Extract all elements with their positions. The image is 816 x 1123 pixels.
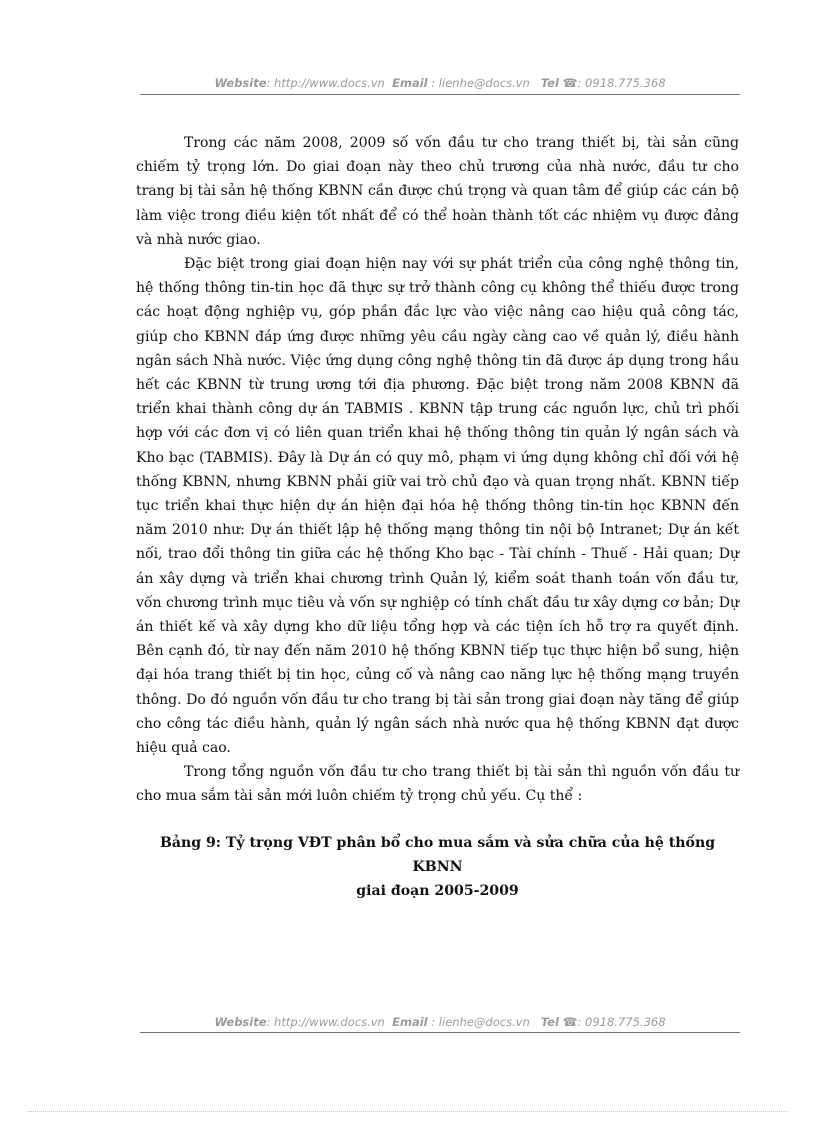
header-website-label: Website (214, 76, 267, 90)
page-bottom-edge (28, 1111, 788, 1112)
footer-website-label: Website (214, 1015, 267, 1029)
page-footer (140, 1015, 740, 1029)
header-email-link[interactable]: : lienhe@docs.vn (431, 76, 530, 90)
footer-rule (140, 1032, 740, 1033)
header-rule (140, 94, 740, 95)
document-body (136, 131, 739, 903)
footer-email-label: Email (392, 1015, 428, 1029)
paragraph-3: Trong tổng nguồn vốn đầu tư cho trang thiết bị tài sản thì nguồn vốn đầu tư cho mua sắm tài sản mới luôn chiếm tỷ trọng chủ yếu. Cụ thể : (136, 764, 739, 805)
table-caption (136, 831, 739, 904)
footer-email-link[interactable]: : lienhe@docs.vn (431, 1015, 530, 1029)
page-header (140, 76, 740, 90)
phone-icon: ☎ (562, 1015, 578, 1029)
header-tel-label: Tel (540, 76, 559, 90)
header-website-link[interactable]: : http://www.docs.vn (266, 76, 385, 90)
footer-website-link[interactable]: : http://www.docs.vn (266, 1015, 385, 1029)
phone-icon: ☎ (562, 76, 578, 90)
paragraph-2: Đặc biệt trong giai đoạn hiện nay với sự phát triển của công nghệ thông tin, hệ thống thông tin-tin học đã thực sự trở thành công cụ không thể thiếu được trong các hoạt động nghiệp vụ, góp phần đắc lực vào việc nâng cao hiệu quả công tác, giúp cho KBNN đáp ứng được những yêu cầu ngày càng cao về quản lý, điều hành ngân sách Nhà nước. Việc ứng dụng công nghệ thông tin đã được áp dụng trong hầu hết các KBNN từ trung ương tới địa phương. Đặc biệt trong năm 2008 KBNN đã triển khai thành công dự án TABMIS . KBNN tập trung các nguồn lực, chủ trì phối hợp với các đơn vị có liên quan triển khai hệ thống thông tin quản lý ngân sách và Kho bạc (TABMIS). Đây là Dự án có quy mô, phạm vi ứng dụng không chỉ đối với hệ thống KBNN, nhưng KBNN phải giữ vai trò chủ đạo và quan trọng nhất. KBNN tiếp tục triển khai thực hiện dự án hiện đại hóa hệ thống thông tin-tin học KBNN đến năm 2010 như: Dự án thiết lập hệ thống mạng thông tin nội bộ Intranet; Dự án kết nối, trao đổi thông tin giữa các hệ thống Kho bạc - Tài chính - Thuế - Hải quan; Dự án xây dựng và triển khai chương trình Quản lý, kiểm soát thanh toán vốn đầu tư, vốn chương trình mục tiêu và vốn sự nghiệp có tính chất đầu tư xây dựng cơ bản; Dự án thiết kế và xây dựng kho dữ liệu tổng hợp và các tiện ích hỗ trợ ra quyết định. Bên cạnh đó, từ nay đến năm 2010 hệ thống KBNN tiếp tục thực hiện bổ sung, hiện đại hóa trang thiết bị tin học, củng cố và nâng cao năng lực hệ thống mạng truyền thông. Do đó nguồn vốn đầu tư cho trang bị tài sản trong giai đoạn này tăng để giúp cho công tác điều hành, quản lý ngân sách nhà nước qua hệ thống KBNN đạt được hiệu quả cao. (136, 256, 739, 757)
footer-tel-value: : 0918.775.368 (577, 1015, 666, 1029)
table-caption-line-2: giai đoạn 2005-2009 (356, 883, 519, 900)
footer-tel-label: Tel (540, 1015, 559, 1029)
table-caption-line-1: Bảng 9: Tỷ trọng VĐT phân bổ cho mua sắm và sửa chữa của hệ thống KBNN (159, 834, 716, 875)
header-email-label: Email (392, 76, 428, 90)
paragraph-1: Trong các năm 2008, 2009 số vốn đầu tư cho trang thiết bị, tài sản cũng chiếm tỷ trọng lớn. Do giai đoạn này theo chủ trương của nhà nước, đầu tư cho trang bị tài sản hệ thống KBNN cần được chú trọng và quan tâm để giúp các cán bộ làm việc trong điều kiện tốt nhất để có thể hoàn thành tốt các nhiệm vụ được đảng và nhà nước giao. (136, 135, 739, 248)
header-tel-value: : 0918.775.368 (577, 76, 666, 90)
